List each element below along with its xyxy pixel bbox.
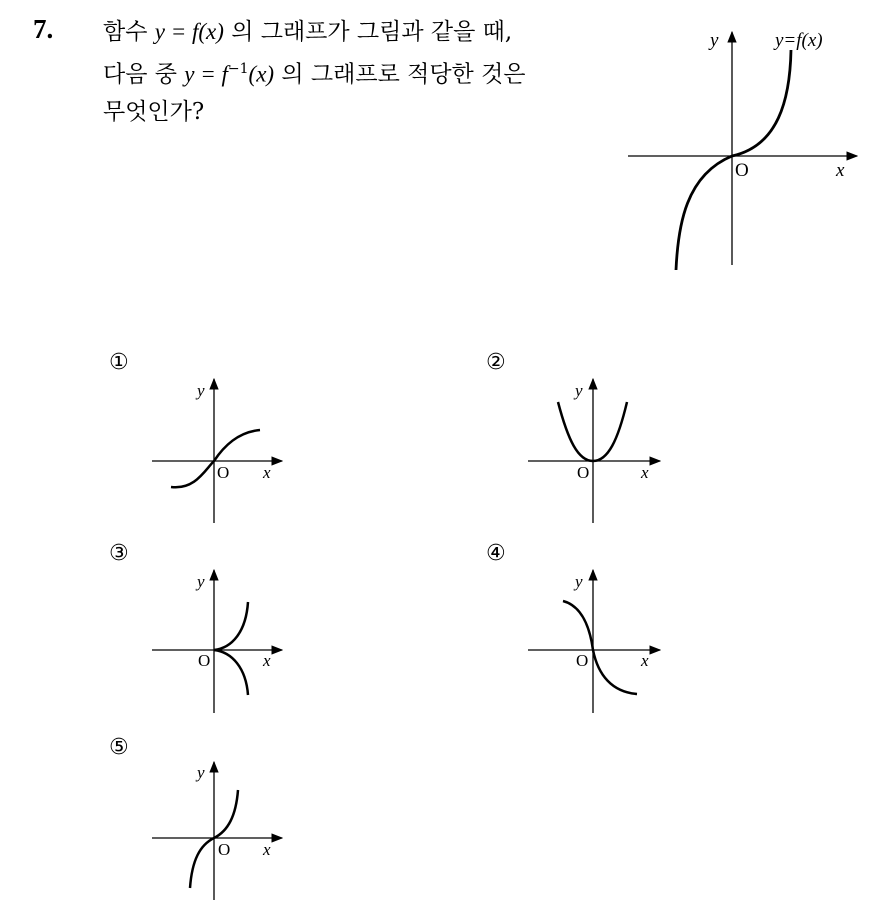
c4-origin-label: O — [576, 651, 589, 670]
choice-5-marker: ⑤ — [109, 735, 129, 760]
c5-y-label: y — [197, 763, 205, 782]
question-number: 7. — [33, 14, 54, 44]
c1-x-label: x — [263, 463, 271, 482]
c2-origin-label: O — [577, 463, 590, 482]
c5-origin-label: O — [218, 840, 231, 859]
q-line1-suffix: 의 그래프가 그림과 같을 때, — [223, 19, 513, 45]
q-line2-sup: −1 — [227, 61, 249, 77]
q-line2-eq-post: (x) — [248, 61, 275, 87]
main-curve-label: y=f(x) — [775, 30, 823, 51]
q-line2-prefix: 다음 중 — [103, 61, 185, 88]
q-line2-eq-pre: y = f — [184, 61, 228, 87]
question-line-3: 무엇인가? — [103, 98, 205, 125]
c3-x-label: x — [263, 651, 271, 670]
c3-origin-label: O — [198, 651, 211, 670]
choice-1-marker: ① — [109, 350, 129, 375]
choice-4-marker: ④ — [486, 541, 506, 566]
choice-2-marker: ② — [486, 350, 506, 375]
main-origin-label: O — [735, 160, 749, 181]
c3-y-label: y — [197, 572, 205, 591]
q-line1-prefix: 함수 — [103, 19, 155, 45]
c5-x-label: x — [263, 840, 271, 859]
choice-3-marker: ③ — [109, 541, 129, 566]
c4-y-label: y — [575, 572, 583, 591]
q-line2-suffix: 의 그래프로 적당한 것은 — [274, 61, 526, 88]
q-line1-equation: y = f(x) — [154, 19, 224, 44]
c2-y-label: y — [575, 381, 583, 400]
main-x-label: x — [836, 160, 845, 181]
c1-origin-label: O — [217, 463, 230, 482]
c2-x-label: x — [641, 463, 649, 482]
c1-y-label: y — [197, 381, 205, 400]
c4-x-label: x — [641, 651, 649, 670]
main-y-label: y — [710, 30, 719, 51]
